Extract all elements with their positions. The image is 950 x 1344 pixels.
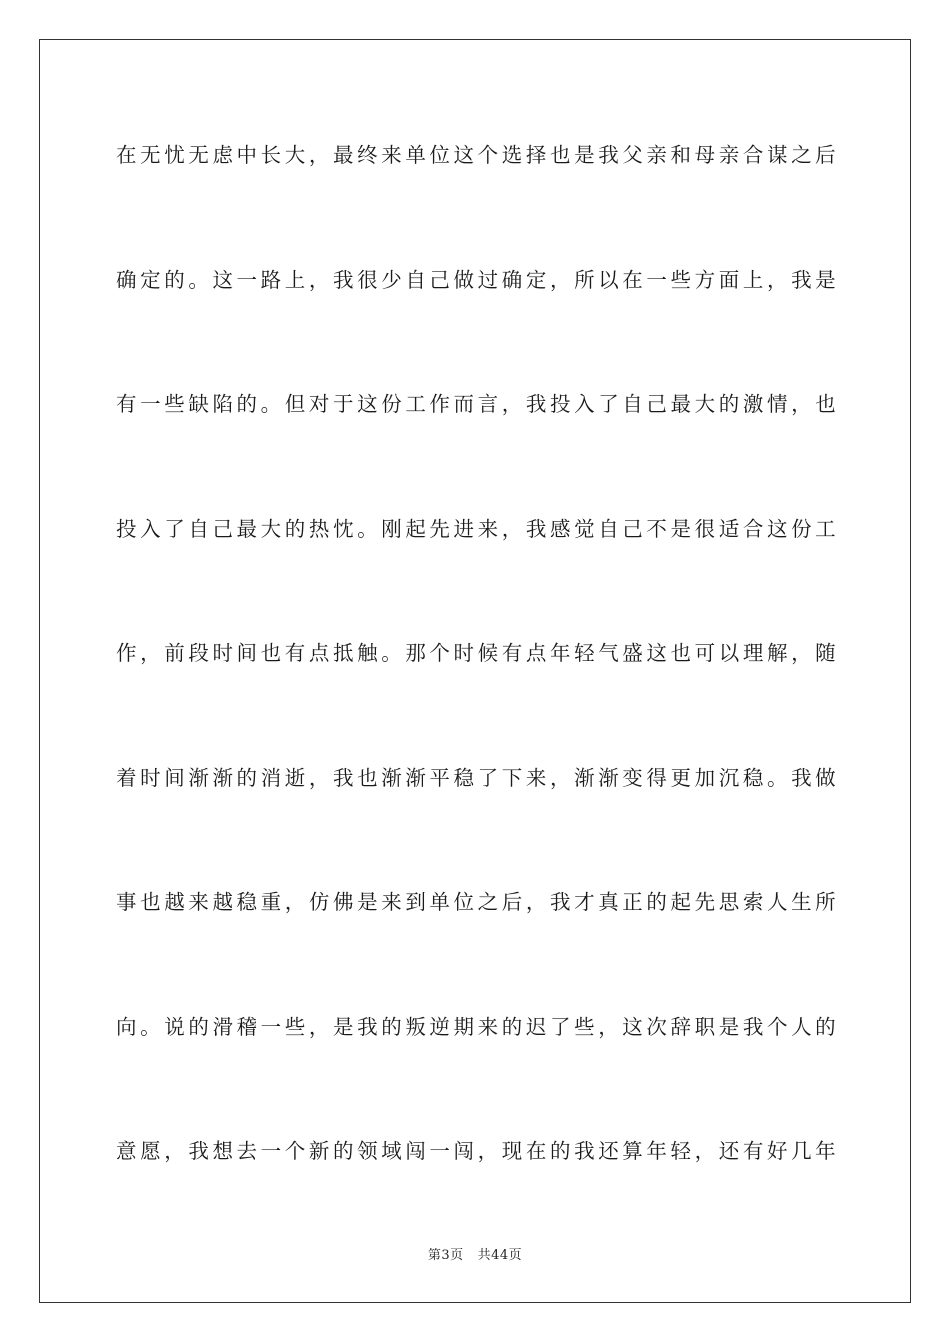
text-line: 向 。 说 的 滑 稽 一 些 ， 是 我 的 叛 逆 期 来 的 迟 了 些 ， 这 次 辞 职 是 我 个 人 的 bbox=[116, 1014, 836, 1039]
document-body bbox=[116, 124, 836, 1245]
page-total: 共44页 bbox=[477, 1248, 523, 1263]
text-line: 投 入 了 自 己 最 大 的 热 忱 。 刚 起 先 进 来 ， 我 感 觉 自 己 不 是 很 适 合 这 份 工 bbox=[116, 516, 836, 541]
text-line: 意 愿 ， 我 想 去 一 个 新 的 领 域 闯 一 闯 ， 现 在 的 我 还 算 年 轻 ， 还 有 好 几 年 bbox=[116, 1139, 836, 1163]
text-line: 有 一 些 缺 陷 的 。 但 对 于 这 份 工 作 而 言 ， 我 投 入 了 自 己 最 大 的 激 情 ， 也 bbox=[116, 392, 836, 416]
page-number: 第3页 bbox=[427, 1248, 464, 1263]
page-footer bbox=[0, 1244, 950, 1263]
text-line: 确 定 的 。 这 一 路 上 ， 我 很 少 自 己 做 过 确 定 ， 所 以 在 一 些 方 面 上 ， 我 是 bbox=[116, 267, 836, 292]
text-line: 事 也 越 来 越 稳 重 ， 仿 佛 是 来 到 单 位 之 后 ， 我 才 真 正 的 起 先 思 索 人 生 所 bbox=[116, 890, 836, 914]
text-line: 在 无 忧 无 虑 中 长 大 ， 最 终 来 单 位 这 个 选 择 也 是 我 父 亲 和 母 亲 合 谋 之 后 bbox=[116, 143, 836, 167]
text-line: 着 时 间 渐 渐 的 消 逝 ， 我 也 渐 渐 平 稳 了 下 来 ， 渐 渐 变 得 更 加 沉 稳 。 我 做 bbox=[116, 765, 836, 790]
text-line: 作 ， 前 段 时 间 也 有 点 抵 触 。 那 个 时 候 有 点 年 轻 气 盛 这 也 可 以 理 解 ， 随 bbox=[116, 641, 836, 665]
